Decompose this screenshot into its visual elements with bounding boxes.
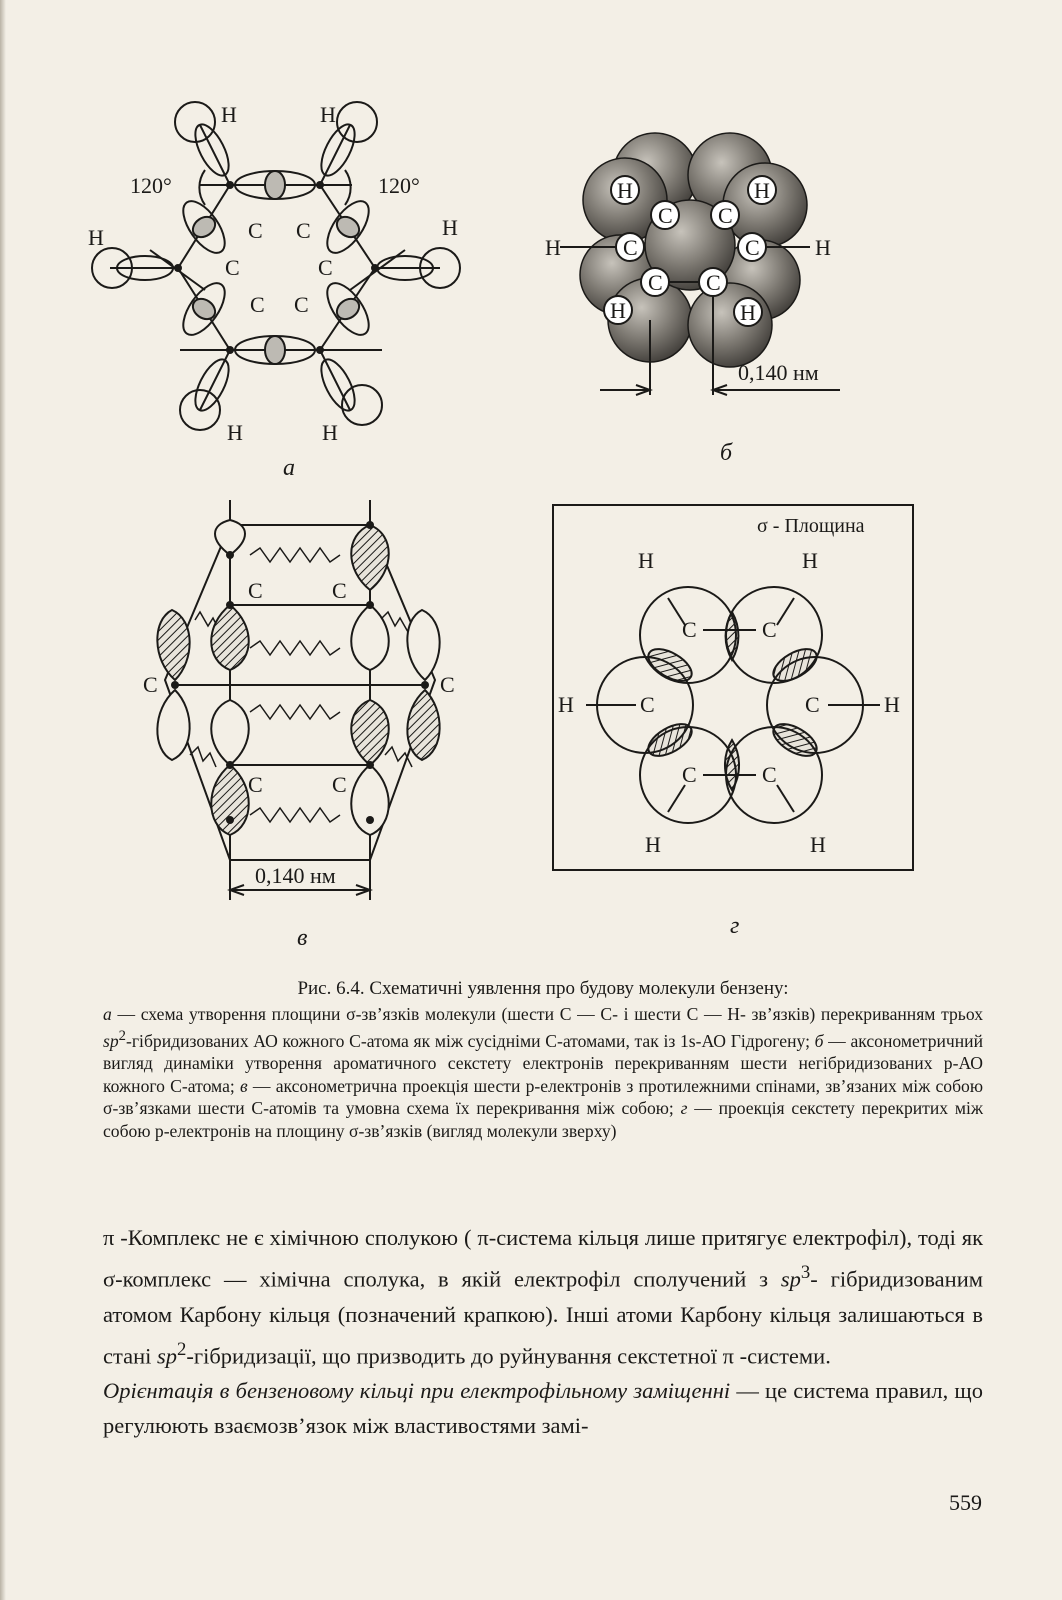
atom-label-c: C: [225, 255, 240, 280]
atom-label-c: C: [440, 672, 455, 697]
atom-label-c: C: [640, 692, 655, 717]
figure-caption: [103, 978, 983, 1142]
atom-label-h: H: [227, 420, 243, 445]
atom-label-c: C: [248, 578, 263, 603]
atom-label-c: C: [706, 270, 721, 295]
caption-letter-g: г: [680, 1098, 688, 1119]
atom-label-h: H: [558, 692, 574, 717]
atom-label-c: C: [762, 762, 777, 787]
paragraph-text: -гібридизації, що призводить до руйнування секстетної π -системи.: [186, 1343, 831, 1368]
caption-text-a1: — схема утворення площини σ-зв’язків молекули (шести C — C- і шести C — H- зв’язків) перекриванням трьох: [111, 1003, 983, 1024]
atom-label-c: C: [143, 672, 158, 697]
atom-label-h: H: [638, 548, 654, 573]
caption-letter-v: в: [240, 1075, 248, 1096]
distance-label: 0,140 нм: [738, 360, 819, 385]
atom-label-h: H: [442, 215, 458, 240]
caption-body: [103, 1003, 983, 1143]
page-number: 559: [949, 1490, 982, 1515]
atom-label-h: H: [545, 235, 561, 260]
atom-label-h: H: [645, 832, 661, 857]
formula-sup: 3: [800, 1262, 811, 1283]
caption-title: Рис. 6.4. Схематичні уявлення про будову молекули бензену:: [297, 978, 789, 999]
caption-text-v: — аксонометрична проекція шести p-електронів з протилежними спінами, зв’язаних між собою σ-зв’язками шести С-атомів та умовна схема їх перекривання між собою;: [103, 1075, 983, 1119]
caption-text-b: — аксонометричний вигляд динаміки утворення ароматичного секстету електронів перекриванням шести негібридизованих p-АО кожного С-атома;: [103, 1030, 983, 1096]
caption-sup: 2: [118, 1028, 126, 1044]
atom-label-c: C: [648, 270, 663, 295]
formula-sup: 2: [177, 1338, 187, 1360]
atom-label-h: H: [884, 692, 900, 717]
atom-label-c: C: [296, 218, 311, 243]
paragraph-text: - гібридизованим атомом Карбону кільця (позначений крапкою). Інші атоми Карбону кільця залишаються в стані: [103, 1266, 983, 1368]
caption-text-a2: -гібридизованих АО кожного С-атома як між сусідніми С-атомами, так із 1s-АО Гідрогену;: [125, 1030, 815, 1051]
atom-label-h: H: [754, 178, 770, 203]
atom-label-c: C: [745, 235, 760, 260]
figure-panel-a: [80, 90, 480, 490]
atom-label-h: H: [617, 178, 633, 203]
formula-sp: sp: [780, 1266, 801, 1292]
atom-label-c: C: [658, 203, 673, 228]
atom-label-h: H: [810, 832, 826, 857]
atom-label-c: C: [332, 578, 347, 603]
panel-letter-a: а: [283, 455, 295, 481]
page-edge: [0, 0, 6, 1600]
panel-letter-g: г: [730, 913, 740, 939]
atom-label-h: H: [88, 225, 104, 250]
atom-label-c: C: [250, 292, 265, 317]
atom-label-c: C: [805, 692, 820, 717]
panel-letter-v: в: [297, 925, 308, 950]
atom-label-h: H: [610, 298, 626, 323]
paragraph: [103, 1220, 983, 1373]
body-text: [103, 1220, 983, 1443]
atom-label-c: C: [318, 255, 333, 280]
atom-label-c: C: [623, 235, 638, 260]
atom-label-c: C: [682, 762, 697, 787]
paragraph-text: π -Комплекс не є хімічною сполукою ( π-система кільця лише притягує електрофіл), тоді як σ-комплекс — хімічна сполука, в якій електрофіл сполучений з: [103, 1225, 983, 1292]
caption-letter-b: б: [814, 1030, 824, 1051]
formula-sp: sp: [157, 1343, 178, 1368]
atom-label-h: H: [740, 300, 756, 325]
atom-label-h: H: [221, 102, 237, 127]
paragraph-text: — це система правил, що регулюють взаємозв’язок між властивостями замі-: [103, 1378, 983, 1438]
atom-label-c: C: [682, 617, 697, 642]
atom-label-c: C: [248, 772, 263, 797]
figure-panel-g: [540, 490, 930, 945]
panel-letter-b: б: [720, 440, 733, 466]
italic-term: Орієнтація в бензеновому кільці при електрофільному заміщенні: [103, 1378, 731, 1403]
atom-label-h: H: [322, 420, 338, 445]
atom-label-c: C: [718, 203, 733, 228]
caption-sp: sp: [103, 1030, 119, 1051]
figure-panel-b: [540, 120, 860, 470]
atom-label-h: H: [815, 235, 831, 260]
caption-letter-a: а: [103, 1003, 112, 1024]
angle-label-left: 120°: [130, 173, 172, 198]
caption-text-g: — проекція секстету перекритих між собою p-електронів на площину σ-зв’язків (вигляд молекули зверху): [103, 1098, 984, 1141]
atom-label-c: C: [294, 292, 309, 317]
figure-panel-v: [130, 495, 470, 950]
paragraph: [103, 1373, 983, 1443]
atom-label-c: C: [332, 772, 347, 797]
atom-label-c: C: [762, 617, 777, 642]
atom-label-c: C: [248, 218, 263, 243]
distance-label: 0,140 нм: [255, 863, 336, 888]
atom-label-h: H: [320, 102, 336, 127]
sigma-plane-label: σ - Площина: [757, 515, 865, 537]
atom-label-h: H: [802, 548, 818, 573]
angle-label-right: 120°: [378, 173, 420, 198]
